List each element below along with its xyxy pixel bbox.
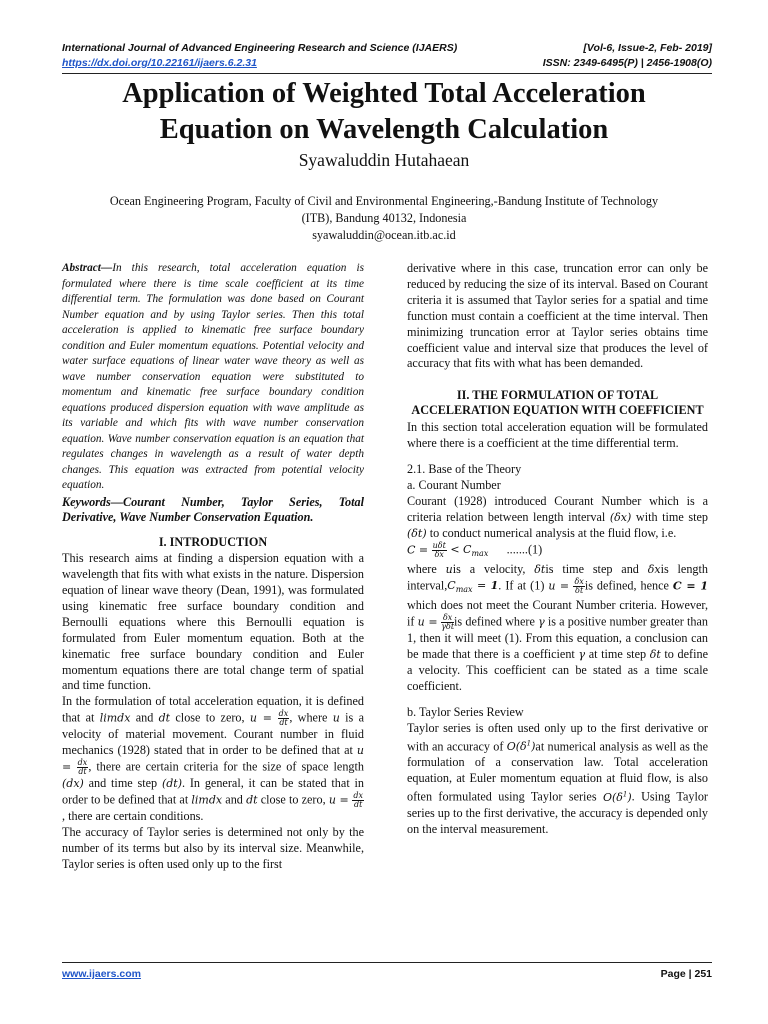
volume-issue: [Vol-6, Issue-2, Feb- 2019] xyxy=(583,42,712,54)
intro-paragraph-2: In the formulation of total acceleration equation, it is defined that at limdx and dt close to zero, u = $\frac{dx}{dt}$ , where u is a velocity of material movement. Courant number in fluid mechanics (1928) stated that in order to be defined that at u = $\frac{dx}{dt}$ , there are certain criteria for the size of space length (dx) and time step (dt). In general, it can be stated that in order to be defined that at limdx and dt close to zero, u = $\frac{dx}{dt}$ , there are certain conditions. xyxy=(62,694,364,823)
right-paragraph-1: derivative where in this case, truncation error can only be reduced by reducing the size of its interval. Based on Courant criteria it is assumed that Taylor series for a spatial and time function must contain a coefficient at the time interval. Then minimizing truncation error at Taylor series obtains time coefficient value and interval size that produces the level of accuracy that fits with what has been demanded. xyxy=(407,261,708,371)
abstract xyxy=(62,261,364,494)
author-email[interactable]: syawaluddin@ocean.itb.ac.id xyxy=(312,228,456,242)
section-heading-introduction: I. INTRODUCTION xyxy=(158,535,268,550)
right-paragraph-2: In this section total acceleration equation will be formulated where there is a coefficient at the time differential term. xyxy=(407,420,708,451)
paper-title xyxy=(40,76,728,148)
courant-paragraph: Courant (1928) introduced Courant Number which is a criteria relation between length interval (δx) with time step (δt) to conduct numerical analysis at the fluid flow, i.e. xyxy=(407,493,708,540)
header-rule xyxy=(62,73,712,74)
affiliation-line-2: (ITB), Bandung 40132, Indonesia xyxy=(301,211,467,225)
right-column xyxy=(407,261,708,837)
doi-link[interactable]: https://dx.doi.org/10.22161/ijaers.6.2.31 xyxy=(62,57,257,69)
left-column xyxy=(62,261,364,873)
title-line-2: Equation on Wavelength Calculation xyxy=(159,114,609,145)
subsection-taylor-series: b. Taylor Series Review xyxy=(407,704,524,719)
abstract-text: In this research, total acceleration equation is formulated where there is time scale coefficient at its time differential term. The formulation was done based on Courant Number equation and by using Taylor series. Then this total acceleration is applied to kinematic free surface boundary condition and Euler momentum equations. Potential velocity and water surface equations of linear water wave theory as well as wave number conservation equation were substituted to momentum and kinematic free surface boundary condition equations produced dispersion equation with wave amplitude as its variable and which fits with wave number conservation equation. Wave number conservation equation is an equation that regulates changes in wavelength as a result of water depth changes. This equation was extracted from potential velocity equation. xyxy=(62,262,364,491)
intro-paragraph-1: This research aims at finding a dispersion equation with a wavelength that fits with what exists in the nature. Dispersion equation of linear wave theory (Dean, 1991), was formulated using kinematic free surface boundary condition and Bernoulli equations where this Bernoulli equation is formulated from Euler momentum equation. Both at the kinematic free surface boundary condition and Euler momentum equations there are total change term of spatial and time function. xyxy=(62,551,364,693)
courant-explanation: where uis a velocity, δtis time step and δxis length $interval,C_{max} = 1$. If at (1) u = $\frac{\delta x}{\delta t}$ is defined, hence C = 1 which does not meet the Courant Number criteria. However, if u = $\frac{\delta x}{\text{γδt}}$ is defined where γ is a positive number greater than 1, then it will meet (1). From this equation, a conclusion can be made that there is a coefficient γ at time step δt to define a velocity. This coefficient can be stated as a time scale coefficient. xyxy=(407,562,708,693)
journal-website-link[interactable]: www.ijaers.com xyxy=(62,968,141,980)
taylor-paragraph: Taylor series is often used only up to the first derivative or with an accuracy of $O(\delta^1)at$ numerical analysis as well as the formulation of a conservation law. Total acceleration equation, at Euler momentum equation at fluid flow, is also often formulated using Taylor series $O(\delta^1)$. Using Taylor series up to the first derivative, the accuracy is depended only on the interval measurement. xyxy=(407,720,708,836)
subsection-courant-number: a. Courant Number xyxy=(407,478,501,493)
section-heading-formulation: II. THE FORMULATION OF TOTAL ACCELERATION EQUATION WITH COEFFICIENT xyxy=(411,388,704,418)
affiliation-line-1: Ocean Engineering Program, Faculty of Civil and Environmental Engineering,-Bandung Institute of Technology xyxy=(109,194,659,208)
affiliation xyxy=(80,193,688,244)
equation-1-tag: .......(1) xyxy=(506,541,543,556)
author-name: Syawaluddin Hutahaean xyxy=(298,150,470,170)
intro-paragraph-3: The accuracy of Taylor series is determined not only by the number of its terms but also by its interval size. Meanwhile, Taylor series is often used only up to the first xyxy=(62,824,364,871)
keywords: Keywords—Courant Number, Taylor Series, Total Derivative, Wave Number Conservation Equation. xyxy=(62,494,364,525)
abstract-label: Abstract— xyxy=(62,262,113,274)
issn: ISSN: 2349-6495(P) | 2456-1908(O) xyxy=(542,57,712,69)
equation-1: C = $\frac{\text{uδt}}{\delta x}$ < $C_{max}$ .......(1) xyxy=(407,540,543,559)
title-line-1: Application of Weighted Total Acceleration xyxy=(122,78,646,109)
journal-name: International Journal of Advanced Engineering Research and Science (IJAERS) xyxy=(62,42,458,54)
subsection-base-of-theory: 2.1. Base of the Theory xyxy=(407,462,522,477)
page-number: Page | 251 xyxy=(660,968,712,980)
footer-rule xyxy=(62,962,712,963)
